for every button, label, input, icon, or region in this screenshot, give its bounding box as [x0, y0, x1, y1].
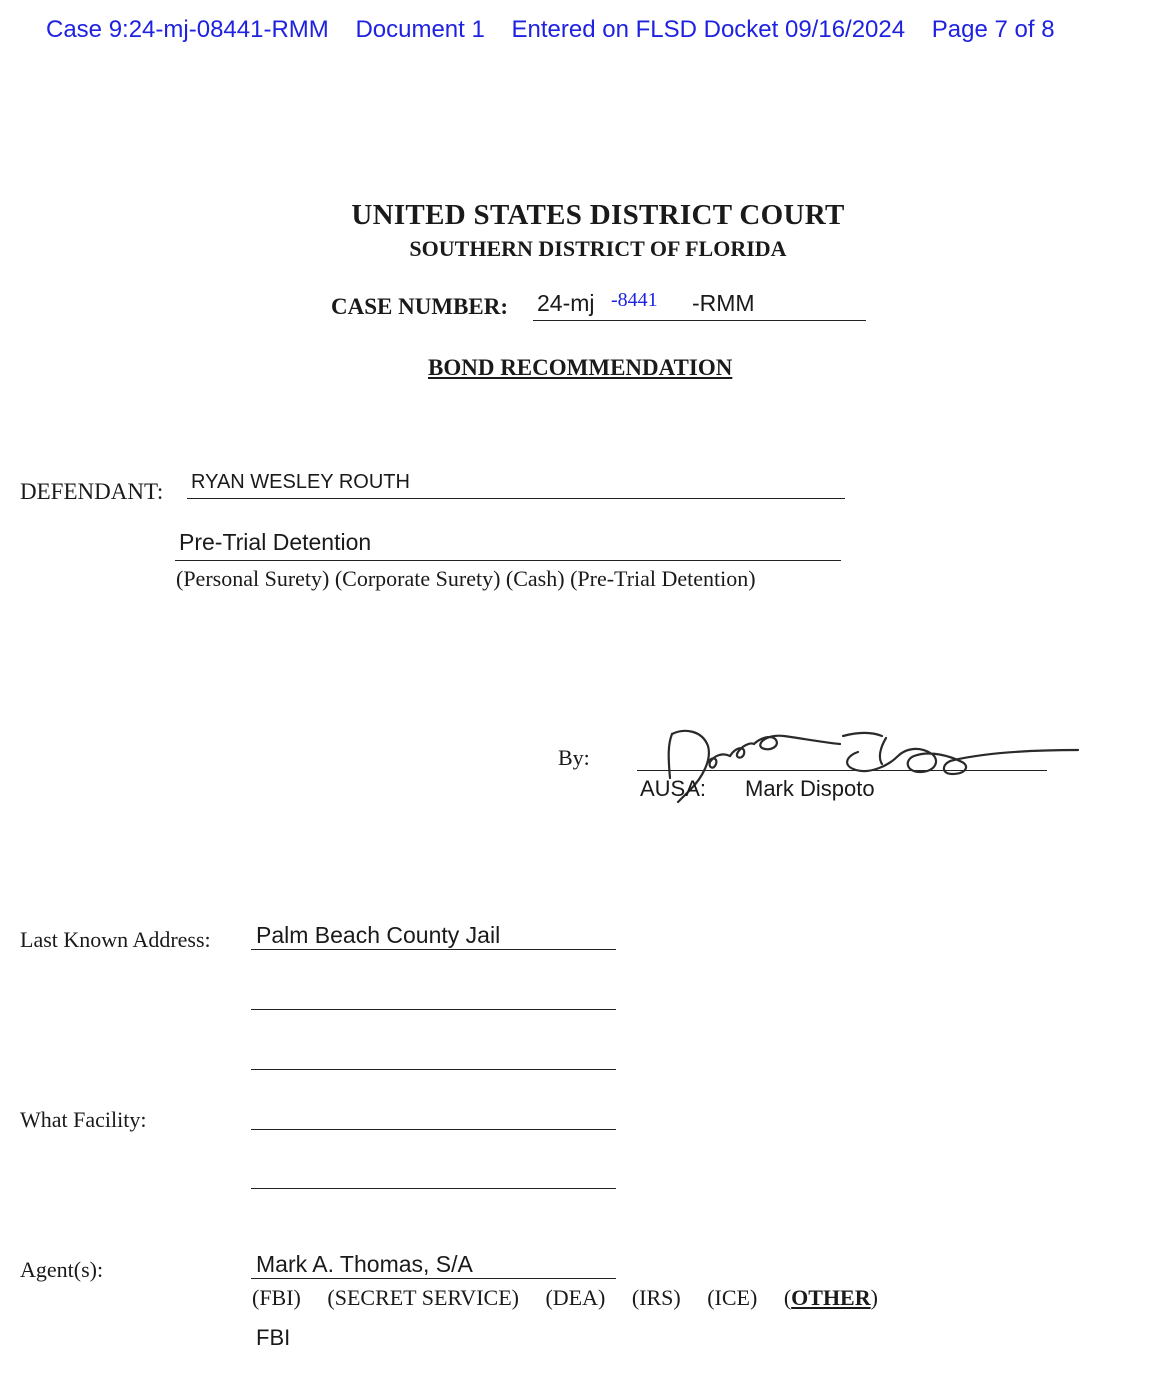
case-number-prefix: 24-mj: [537, 290, 595, 316]
court-district: SOUTHERN DISTRICT OF FLORIDA: [409, 236, 787, 261]
docket-page: Page 7 of 8: [931, 16, 1055, 43]
address-label: Last Known Address:: [20, 927, 211, 952]
agency-option: (IRS): [631, 1285, 681, 1310]
docket-case: Case 9:24-mj-08441-RMM: [46, 16, 329, 43]
agency-option-other: [784, 1285, 878, 1310]
docket-entered: Entered on FLSD Docket 09/16/2024: [511, 16, 906, 43]
bond-options: (Personal Surety) (Corporate Surety) (Cash) (Pre-Trial Detention): [176, 566, 756, 591]
facility-line-2: [251, 1188, 616, 1189]
facility-label: What Facility:: [20, 1107, 147, 1132]
address-value: Palm Beach County Jail: [256, 922, 501, 948]
other-paren-open: (: [783, 1285, 792, 1310]
court-name: UNITED STATES DISTRICT COURT: [351, 199, 845, 231]
case-number-label: CASE NUMBER:: [331, 294, 508, 319]
agency-other-value: FBI: [256, 1325, 291, 1350]
agency-option: (ICE): [707, 1285, 758, 1310]
docket-header: [46, 16, 1075, 44]
agency-option: (FBI): [252, 1285, 301, 1310]
agency-options: [252, 1285, 878, 1311]
facility-line-1: [251, 1129, 616, 1130]
defendant-label: DEFENDANT:: [20, 479, 164, 504]
case-number-value: -8441: [611, 289, 658, 311]
by-label: By:: [558, 745, 590, 770]
defendant-line: [187, 498, 845, 499]
bond-line: [175, 560, 841, 561]
case-number-line: [533, 320, 866, 321]
bond-recommendation-value: Pre-Trial Detention: [179, 529, 372, 555]
agent-line: [251, 1278, 616, 1279]
other-paren-close: ): [870, 1285, 878, 1310]
defendant-name: RYAN WESLEY ROUTH: [191, 471, 410, 493]
ausa-name: Mark Dispoto: [745, 776, 875, 801]
case-number-suffix: -RMM: [692, 290, 755, 316]
form-title: BOND RECOMMENDATION: [428, 355, 733, 380]
other-label: OTHER: [791, 1285, 871, 1310]
agency-option: (SECRET SERVICE): [327, 1285, 519, 1310]
address-line-1: [251, 949, 616, 950]
agents-label: Agent(s):: [20, 1257, 104, 1282]
agent-name: Mark A. Thomas, S/A: [256, 1251, 473, 1277]
ausa-label: AUSA:: [640, 776, 707, 801]
address-line-2: [251, 1009, 616, 1010]
address-line-3: [251, 1069, 616, 1070]
agency-option: (DEA): [545, 1285, 606, 1310]
docket-document: Document 1: [355, 16, 485, 43]
